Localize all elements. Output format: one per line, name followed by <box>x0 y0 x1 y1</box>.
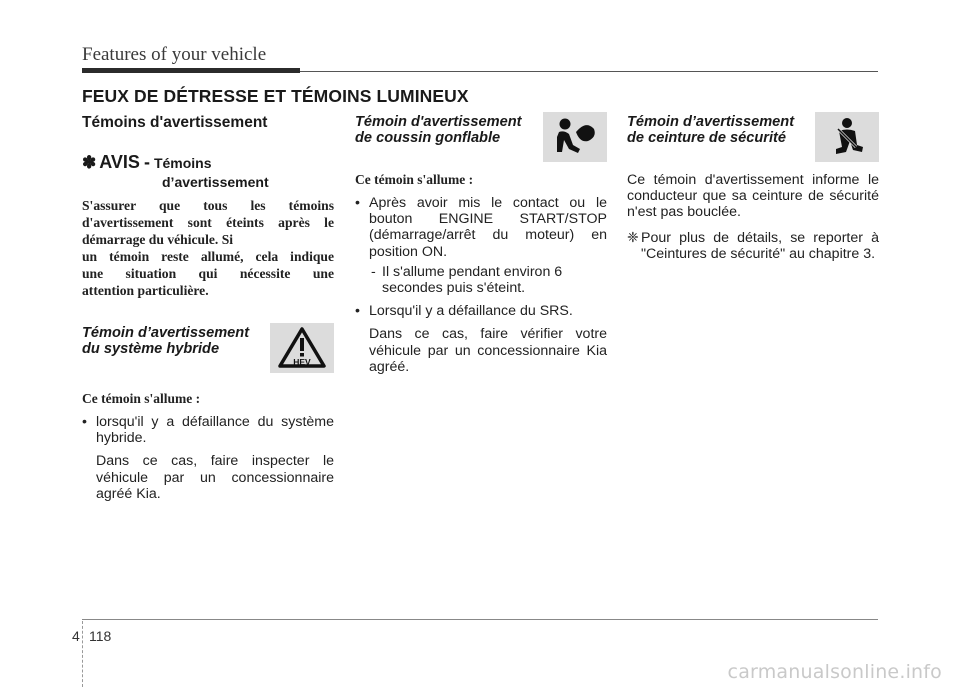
avis-text-line: attention particulière. <box>82 283 209 298</box>
airbag-followup: Dans ce cas, faire vérifier votre véhicule par un concessionnaire Kia agréé. <box>369 326 607 375</box>
hybrid-lights-on-label: Ce témoin s'allume : <box>82 391 201 406</box>
footer-rule <box>82 619 878 620</box>
avis-text-line: démarrage du véhicule. Si <box>82 232 234 247</box>
avis-text <box>82 197 334 299</box>
hybrid-warning-heading-row <box>82 323 334 375</box>
hybrid-bullet: • lorsqu'il y a défaillance du système hybride. <box>82 414 334 446</box>
svg-text:HEV: HEV <box>293 357 311 367</box>
page-header-title: Features of your vehicle <box>82 44 267 65</box>
avis-text-line: un témoin reste allumé, cela indique <box>82 249 334 264</box>
section-heading: FEUX DE DÉTRESSE ET TÉMOINS LUMINEUX <box>82 86 469 106</box>
watermark: carmanualsonline.info <box>727 661 942 683</box>
airbag-lights-on-label: Ce témoin s'allume : <box>355 172 474 187</box>
column-warning-lights <box>82 112 334 502</box>
avis-text-line: une situation qui nécessite une <box>82 266 334 281</box>
avis-word: AVIS <box>99 152 140 172</box>
airbag-bullet-srs: • Lorsqu'il y a défaillance du SRS. <box>355 303 607 319</box>
airbag-warning-heading: Témoin d'avertissement de coussin gonflable <box>355 114 522 146</box>
hev-warning-icon <box>270 323 334 373</box>
chapter-number: 4 <box>72 628 80 644</box>
avis-notice <box>82 152 334 190</box>
seat-belt-note-text: Pour plus de détails, se reporter à "Ceintures de sécurité" au chapitre 3. <box>641 229 879 262</box>
seat-belt-warning-icon <box>815 112 879 162</box>
warning-lights-heading: Témoins d'avertissement <box>82 114 268 131</box>
header-rule-thin <box>300 71 878 72</box>
note-mark-icon: ❈ <box>627 229 639 246</box>
hybrid-warning-heading: Témoin d’avertissement du système hybride <box>82 325 250 357</box>
airbag-warning-heading-row <box>355 112 607 164</box>
header-rule-thick <box>82 68 300 73</box>
airbag-bullet-ignition: • Après avoir mis le contact ou le bouton ENGINE START/STOP (démarrage/arrêt du moteur) en position ON. <box>355 195 607 260</box>
avis-label-line2: d’avertissement <box>162 174 269 190</box>
avis-dash: - <box>143 152 150 172</box>
notice-star-icon: ✽ <box>82 153 97 172</box>
avis-text-line: d'avertissement sont éteints après le <box>82 215 334 230</box>
seat-belt-note <box>627 230 879 262</box>
column-seat-belt <box>627 112 879 262</box>
seat-belt-description: Ce témoin d'avertissement informe le conducteur que sa ceinture de sécurité n'est pas bouclée. <box>627 172 879 221</box>
airbag-warning-icon <box>543 112 607 162</box>
page-number: 118 <box>89 628 112 644</box>
footer-divider <box>82 621 83 687</box>
hybrid-followup: Dans ce cas, faire inspecter le véhicule par un concessionnaire agréé Kia. <box>96 453 334 502</box>
seat-belt-warning-heading: Témoin d’avertissement de ceinture de sécurité <box>627 114 795 146</box>
avis-label-line1: Témoins <box>153 155 212 171</box>
airbag-dash-item: - Il s'allume pendant environ 6 secondes puis s'éteint. <box>355 264 607 296</box>
column-airbag <box>355 112 607 375</box>
seat-belt-warning-heading-row <box>627 112 879 164</box>
avis-text-line: S'assurer que tous les témoins <box>82 198 334 213</box>
